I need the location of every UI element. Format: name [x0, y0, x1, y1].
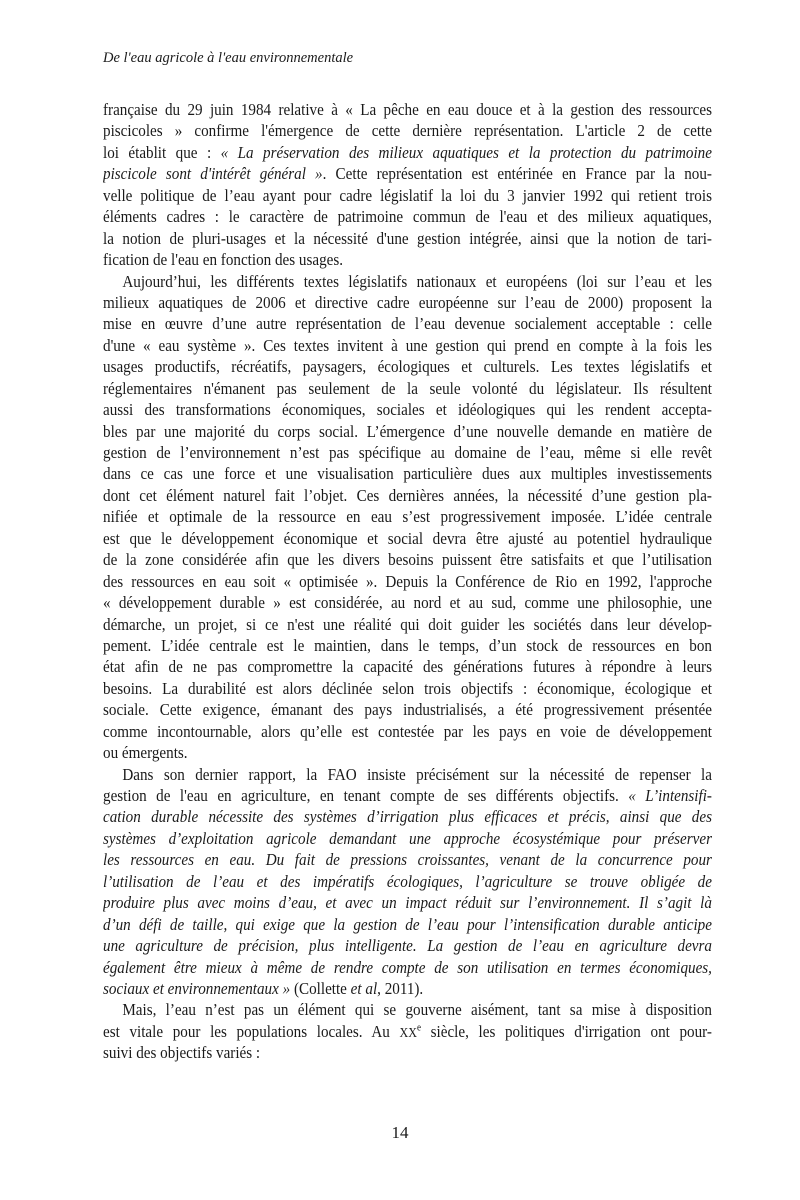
text-line [103, 592, 712, 613]
text-line [103, 742, 712, 763]
text-segment: milieux aquatiques de 2006 et directive cadre européenne sur l’eau de 2000) proposent la [103, 292, 712, 312]
text-segment: est que le développement économique et social devra être ajusté au potentiel hydraulique [103, 528, 712, 548]
paragraph [103, 764, 712, 1000]
text-segment: de la zone considérée afin que les divers besoins puissent être satisfaits et que l’utilisation [103, 550, 712, 570]
text-line [103, 764, 712, 785]
text-line [103, 313, 712, 334]
text-line [103, 999, 712, 1020]
italic-text: également être mieux à même de rendre compte de son utilisation en termes économiques, [103, 957, 712, 977]
text-segment: dont cet élément naturel fait l’objet. Ces dernières années, la nécessité d’une gestion pla- [103, 485, 712, 505]
text-line [103, 271, 712, 292]
text-segment: velle politique de l’eau ayant pour cadre législatif la loi du 3 janvier 1992 qui retient trois [103, 185, 712, 205]
text-line [103, 1021, 712, 1042]
text-line [103, 528, 712, 549]
text-segment: Mais, l’eau n’est pas un élément qui se gouverne aisément, tant sa mise à disposition [122, 1000, 712, 1020]
text-line [103, 206, 712, 227]
text-segment: nifiée et optimale de la ressource en eau s’est progressivement imposée. L’idée centrale [103, 507, 712, 527]
text-line [103, 978, 712, 999]
italic-text: et al [350, 978, 378, 998]
italic-text: les ressources en eau. Du fait de pressions croissantes, venant de la concurrence pour [103, 850, 712, 870]
text-segment: « développement durable » est considérée, au nord et au sud, comme une philosophie, une [103, 593, 712, 613]
text-segment: pement. L’idée centrale est le maintien, dans le temps, d’un stock de ressources en bon [103, 635, 712, 655]
text-line [103, 1042, 712, 1063]
text-segment: ou émergents. [103, 743, 188, 763]
text-segment: usages productifs, récréatifs, paysagers, écologiques et culturels. Les textes législatifs et [103, 357, 712, 377]
text-segment: sociale. Cette exigence, émanant des pays industrialisés, a été progressivement présentée [103, 700, 712, 720]
running-head: De l'eau agricole à l'eau environnementale [103, 50, 354, 66]
body-text [103, 99, 712, 1064]
text-segment: siècle, les politiques d'irrigation ont pour- [421, 1021, 712, 1041]
text-segment: française du 29 juin 1984 relative à « La pêche en eau douce et à la gestion des ressources [103, 100, 712, 119]
text-line [103, 335, 712, 356]
text-line [103, 120, 712, 141]
text-line [103, 656, 712, 677]
text-segment: suivi des objectifs variés : [103, 1043, 261, 1063]
text-segment: des ressources en eau soit « optimisée ». Depuis la Conférence de Rio en 1992, l'approche [103, 571, 712, 591]
text-line [103, 228, 712, 249]
text-segment: XX [399, 1024, 417, 1040]
text-segment: démarche, un projet, si ce n'est une réalité qui doit guider les sociétés dans leur dévelop- [103, 614, 712, 634]
text-line [103, 635, 712, 656]
text-segment: piscicoles » confirme l'émergence de cette dernière représentation. L'article 2 de cette [103, 121, 712, 141]
text-line [103, 378, 712, 399]
text-segment: Dans son dernier rapport, la FAO insiste précisément sur la nécessité de repenser la [122, 764, 712, 784]
italic-text: « L’intensifi- [628, 786, 712, 805]
text-line [103, 871, 712, 892]
text-segment: d'une « eau système ». Ces textes invitent à une gestion qui prend en compte à la fois les [103, 335, 712, 355]
text-segment: la notion de pluri-usages et la nécessité d'une gestion intégrée, ainsi que la notion de tari- [103, 228, 712, 248]
text-segment: . Cette représentation est entérinée en France par la nou- [322, 164, 712, 184]
text-line [103, 678, 712, 699]
text-segment: éléments cadres : le caractère de patrimoine commun de l'eau et des milieux aquatiques, [103, 207, 712, 227]
italic-text: produire plus avec moins d’eau, et avec un impact réduit sur l’environnement. Il s’agit là [103, 893, 712, 913]
text-line [103, 849, 712, 870]
paragraph [103, 99, 712, 271]
text-line [103, 399, 712, 420]
text-segment: comme incontournable, alors qu’elle est contestée par les pays en voie de développement [103, 721, 712, 741]
text-line [103, 935, 712, 956]
text-line [103, 914, 712, 935]
text-line [103, 614, 712, 635]
text-segment: mise en œuvre d’une autre représentation de l’eau devenue socialement acceptable : celle [103, 314, 712, 334]
text-line [103, 356, 712, 377]
text-line [103, 957, 712, 978]
page-number: 14 [391, 1123, 409, 1142]
text-line [103, 485, 712, 506]
text-segment: besoins. La durabilité est alors déclinée selon trois objectifs : économique, écologique et [103, 678, 712, 698]
text-line [103, 442, 712, 463]
text-line [103, 421, 712, 442]
text-segment: (Collette [290, 978, 351, 998]
text-segment: gestion de l’environnement n’est pas spécifique au domaine de l’eau, même si elle revêt [103, 443, 712, 462]
text-line [103, 549, 712, 570]
text-segment: bles par une majorité du corps social. L’émergence d’une nouvelle demande en matière de [103, 421, 712, 441]
italic-text: une agriculture de précision, plus intelligente. La gestion de l’eau en agriculture devra [103, 936, 712, 956]
italic-text: l’utilisation de l’eau et des impératifs écologiques, l’agriculture se trouve obligée de [103, 871, 712, 891]
text-segment: fication de l'eau en fonction des usages. [103, 250, 344, 270]
italic-text: piscicole sont d'intérêt général » [103, 164, 323, 184]
text-line [103, 828, 712, 849]
text-line [103, 249, 712, 270]
text-line [103, 785, 712, 806]
text-line [103, 571, 712, 592]
text-segment: , 2011). [377, 978, 424, 998]
text-segment: état afin de ne pas compromettre la capacité des générations futures à répondre à leurs [103, 657, 712, 677]
paragraph [103, 271, 712, 764]
text-segment: gestion de l'eau en agriculture, en tenant compte de ses différents objectifs. [103, 786, 629, 805]
text-segment: réglementaires n'émanent pas seulement de la seule volonté du législateur. Ils résultent [103, 378, 712, 398]
text-segment: aussi des transformations économiques, sociales et idéologiques qui les rendent accepta- [103, 400, 712, 420]
text-line [103, 506, 712, 527]
italic-text: cation durable nécessite des systèmes d’irrigation plus efficaces et précis, ainsi que des [103, 807, 712, 827]
text-segment: est vitale pour les populations locales. Au [103, 1021, 400, 1041]
text-line [103, 721, 712, 742]
italic-text: « La préservation des milieux aquatiques et la protection du patrimoine [220, 142, 712, 162]
italic-text: d’un défi de taille, qui exige que la gestion de l’eau pour l’intensification durable anticipe [103, 914, 712, 934]
italic-text: systèmes d’exploitation agricole demandant une approche écosystémique pour préserver [103, 828, 712, 848]
text-line [103, 699, 712, 720]
text-line [103, 142, 712, 163]
text-segment: Aujourd’hui, les différents textes législatifs nationaux et européens (loi sur l’eau et les [122, 271, 712, 291]
italic-text: sociaux et environnementaux » [103, 978, 291, 998]
text-segment: e [416, 1022, 422, 1034]
paragraph [103, 999, 712, 1063]
text-line [103, 806, 712, 827]
text-line [103, 463, 712, 484]
text-line [103, 292, 712, 313]
text-line [103, 163, 712, 184]
text-segment: loi établit que : [103, 142, 221, 162]
text-line [103, 185, 712, 206]
text-line [103, 892, 712, 913]
text-line [103, 99, 712, 120]
text-segment: dans ce cas une force et une visualisation particulière dues aux multiples investissements [103, 464, 712, 484]
